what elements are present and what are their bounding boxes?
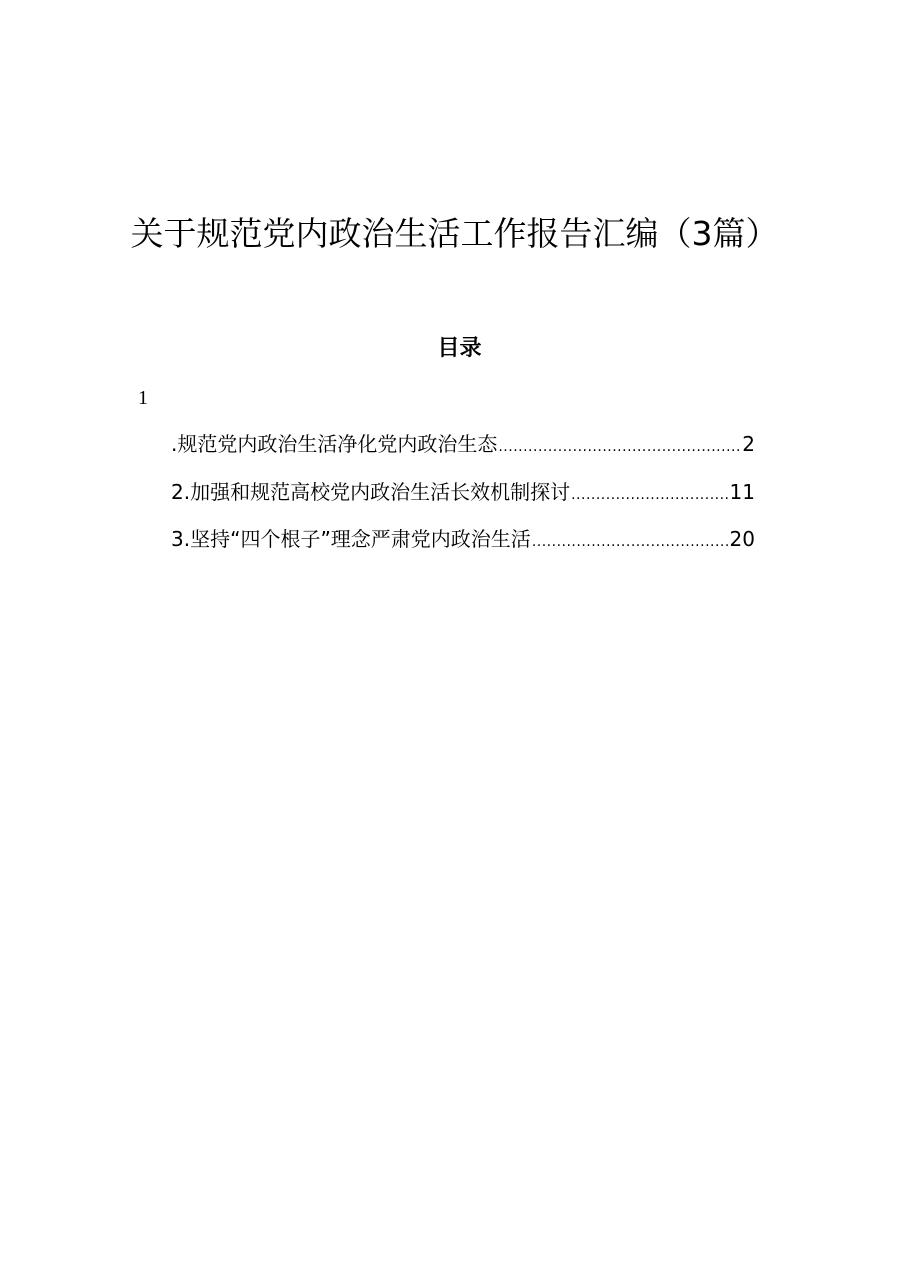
toc-entry-title: 3.坚持“四个根子”理念严肃党内政治生活 (171, 527, 531, 551)
toc-entry-page: 20 (729, 527, 755, 551)
toc-entry-page: 11 (729, 480, 755, 504)
document-title: 关于规范党内政治生活工作报告汇编（3篇） (130, 214, 779, 253)
toc-leader-dots (498, 432, 741, 462)
toc-entry[interactable] (171, 524, 755, 557)
toc-entry[interactable] (171, 477, 755, 510)
toc-entry[interactable] (171, 429, 755, 462)
toc-entry-title: .规范党内政治生活净化党内政治生态 (171, 432, 498, 456)
toc-leader-dots (532, 527, 729, 557)
toc-stray-number: 1 (138, 387, 148, 409)
toc-entry-title: 2.加强和规范高校党内政治生活长效机制探讨 (171, 480, 571, 504)
toc-entry-page: 2 (742, 432, 755, 456)
toc-leader-dots (571, 480, 728, 510)
toc-heading: 目录 (437, 335, 482, 361)
